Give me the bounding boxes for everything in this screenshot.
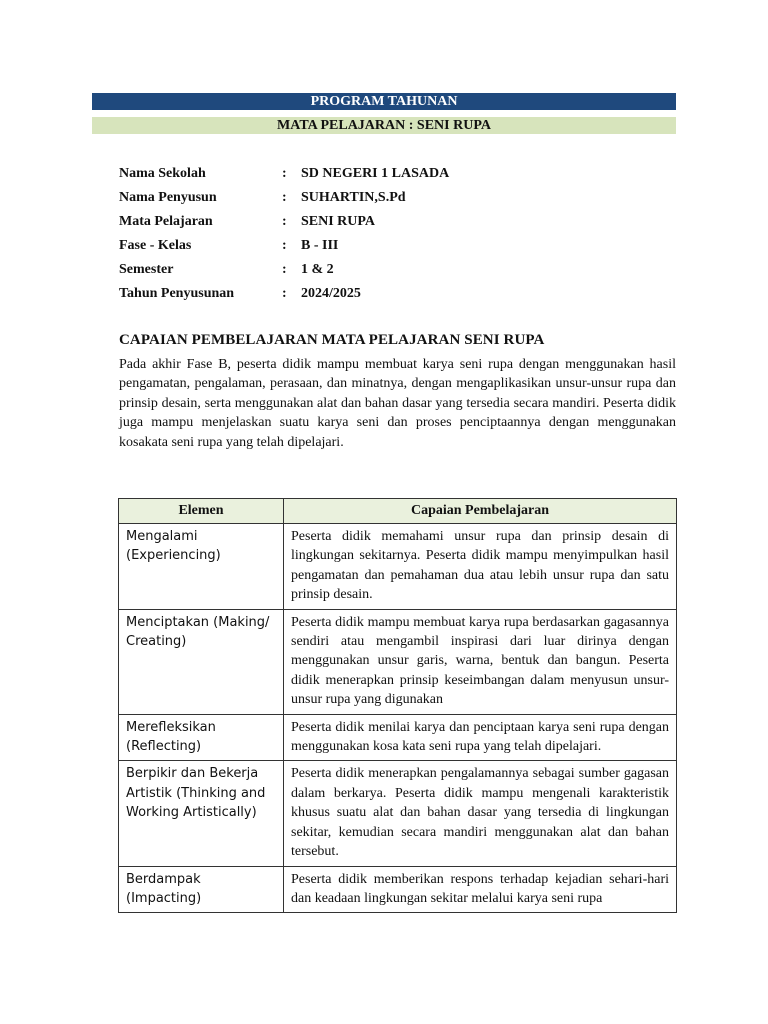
info-colon: : xyxy=(282,286,287,301)
info-colon: : xyxy=(282,166,287,181)
info-row-phase xyxy=(119,236,679,260)
info-label: Mata Pelajaran xyxy=(119,214,213,229)
table-header-row xyxy=(119,499,677,524)
info-colon: : xyxy=(282,214,287,229)
column-header-capaian: Capaian Pembelajaran xyxy=(284,499,677,524)
capaian-cell: Peserta didik menilai karya dan penciptaan karya seni rupa dengan menggunakan kosa kata seni rupa yang telah dipelajari. xyxy=(284,714,677,761)
elemen-cell: Berpikir dan Bekerja Artistik (Thinking and Working Artistically) xyxy=(119,761,284,866)
info-label: Fase - Kelas xyxy=(119,238,192,253)
table-row xyxy=(119,866,677,913)
elemen-cell: Merefleksikan (Reflecting) xyxy=(119,714,284,761)
capaian-cell: Peserta didik memberikan respons terhadap kejadian sehari-hari dan keadaan lingkungan sekitar melalui karya seni rupa xyxy=(284,866,677,913)
column-header-elemen: Elemen xyxy=(119,499,284,524)
elemen-cell: Menciptakan (Making/ Creating) xyxy=(119,609,284,714)
capaian-paragraph: Pada akhir Fase B, peserta didik mampu membuat karya seni rupa dengan menggunakan hasil pengamatan, pengalaman, perasaan, dan minatnya, dengan mengaplikasikan unsur-unsur rupa dan prinsip desain, serta menggunakan alat dan bahan dasar yang tersedia secara mandiri. Peserta didik juga mampu menjelaskan suatu karya seni dan proses penciptaannya dengan menggunakan kosakata seni rupa yang telah dipelajari. xyxy=(119,357,676,450)
elemen-cell: Berdampak (Impacting) xyxy=(119,866,284,913)
info-colon: : xyxy=(282,262,287,277)
info-value: SUHARTIN,S.Pd xyxy=(301,190,406,205)
info-label: Nama Sekolah xyxy=(119,166,206,181)
table-row xyxy=(119,524,677,610)
table-row xyxy=(119,609,677,714)
section-title: CAPAIAN PEMBELAJARAN MATA PELAJARAN SENI RUPA xyxy=(119,332,545,348)
info-row-semester xyxy=(119,260,679,284)
info-row-author xyxy=(119,188,679,212)
title-bar xyxy=(92,93,676,110)
elemen-cell: Mengalami (Experiencing) xyxy=(119,524,284,610)
info-value: 1 & 2 xyxy=(301,262,334,277)
info-label: Nama Penyusun xyxy=(119,190,217,205)
table-row xyxy=(119,761,677,866)
capaian-cell: Peserta didik memahami unsur rupa dan prinsip desain di lingkungan sekitarnya. Peserta didik mampu menyimpulkan hasil pengamatan dan pemahaman dua atau lebih unsur rupa dan satu prinsip desain. xyxy=(284,524,677,610)
info-value: SENI RUPA xyxy=(301,214,376,229)
subtitle-bar xyxy=(92,117,676,134)
capaian-cell: Peserta didik mampu membuat karya rupa berdasarkan gagasannya sendiri atau mengambil inspirasi dari luar dirinya dengan menggunakan unsur garis, warna, bentuk dan bangun. Peserta didik menerapkan prinsip keseimbangan dalam menyusun unsur-unsur rupa yang digunakan xyxy=(284,609,677,714)
identity-block xyxy=(119,164,679,308)
info-value: 2024/2025 xyxy=(301,286,361,301)
info-label: Semester xyxy=(119,262,174,277)
table-row xyxy=(119,714,677,761)
info-value: SD NEGERI 1 LASADA xyxy=(301,166,450,181)
info-label: Tahun Penyusunan xyxy=(119,286,235,301)
document-title: PROGRAM TAHUNAN xyxy=(310,94,458,109)
info-row-school xyxy=(119,164,679,188)
document-subtitle: MATA PELAJARAN : SENI RUPA xyxy=(277,118,491,133)
info-colon: : xyxy=(282,238,287,253)
capaian-table xyxy=(118,498,677,913)
info-row-subject xyxy=(119,212,679,236)
info-value: B - III xyxy=(301,238,339,253)
info-colon: : xyxy=(282,190,287,205)
info-row-year xyxy=(119,284,679,308)
capaian-cell: Peserta didik menerapkan pengalamannya sebagai sumber gagasan dalam berkarya. Peserta didik mampu mengenali karakteristik khusus suatu alat dan bahan dasar yang tersedia di lingkungan sekitar, kemudian secara mandiri menggunakan alat dan bahan tersebut. xyxy=(284,761,677,866)
